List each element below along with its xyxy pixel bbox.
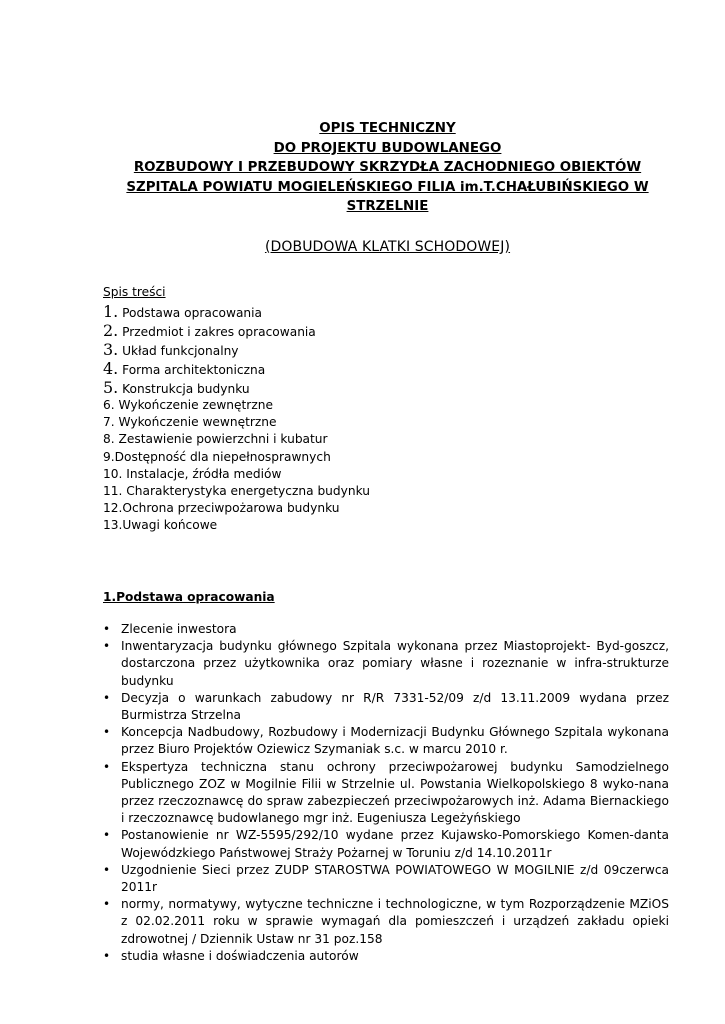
- toc-item: [103, 414, 663, 431]
- list-item-text: Ekspertyza techniczna stanu ochrony przeciwpożarowej budynku Samodzielnego Publicznego ZOZ w Mogilnie Filii w Strzelnie ul. Powstania Wielkopolskiego 8 wyko-nana przez rzeczoznawcę do spraw zabezpieczeń przeciwpożarowych inż. Adama Biernackiego i rzeczoznawcę budowlanego mgr inż. Eugeniusza Legeżyńskiego: [121, 759, 669, 826]
- toc-item-number: 4.: [103, 359, 119, 378]
- toc-item-number: 6.: [103, 398, 115, 412]
- list-item-text: Inwentaryzacja budynku głównego Szpitala wykonana przez Miastoprojekt- Byd-goszcz, dostarczona przez użytkownika oraz pomiary własne i rozeznanie w infra-strukturze budynku: [121, 639, 669, 688]
- bullet-icon: •: [103, 639, 111, 654]
- toc-item-label: Układ funkcjonalny: [122, 344, 239, 358]
- list-item: [103, 690, 669, 724]
- list-item-text: Decyzja o warunkach zabudowy nr R/R 7331-52/09 z/d 13.11.2009 wydana przez Burmistrza Strzelna: [121, 690, 669, 723]
- toc-item-label: Zestawienie powierzchni i kubatur: [118, 432, 328, 447]
- toc-item-number: 1.: [103, 302, 119, 321]
- list-item: [103, 862, 669, 896]
- bullet-icon: •: [103, 862, 111, 877]
- toc-item-label: Charakterystyka energetyczna budynku: [126, 483, 370, 498]
- list-item: [103, 638, 669, 690]
- list-item-text: Koncepcja Nadbudowy, Rozbudowy i Modernizacji Budynku Głównego Szpitala wykonana przez Biuro Projektów Oziewicz Szymaniak s.c. w marcu 2010 r.: [121, 725, 669, 757]
- list-item-text: normy, normatywy, wytyczne techniczne i technologiczne, w tym Rozporządzenie MZiOS z 02.02.2011 roku w sprawie wymagań dla pomieszczeń i urządzeń zakładu opieki zdrowotnej / Dziennik Ustaw nr 31 poz.158: [121, 897, 669, 946]
- document-title: [95, 119, 680, 217]
- toc-item: [103, 431, 663, 448]
- list-item: [103, 948, 669, 965]
- toc-item: [103, 397, 663, 414]
- toc-item-number: 7.: [103, 415, 115, 430]
- title-line-4: SZPITALA POWIATU MOGIELEŃSKIEGO FILIA im.T.CHAŁUBIŃSKIEGO W: [126, 179, 649, 195]
- toc-item: [103, 378, 663, 397]
- toc-item: [103, 517, 663, 534]
- bullet-icon: •: [103, 622, 111, 636]
- toc-item-label: Dostępność dla niepełnosprawnych: [114, 449, 331, 464]
- bullet-icon: •: [103, 828, 111, 843]
- toc-item-number: 3.: [103, 340, 119, 359]
- list-item-text: Zlecenie inwestora: [121, 622, 237, 636]
- list-item-text: Postanowienie nr WZ-5595/292/10 wydane przez Kujawsko-Pomorskiego Komen-danta Wojewódzkiego Państwowej Straży Pożarnej w Toruniu z/d 14.10.2011r: [121, 828, 669, 860]
- toc-item: [103, 483, 663, 500]
- list-item-text: Uzgodnienie Sieci przez ZUDP STAROSTWA POWIATOWEGO W MOGILNIE z/d 09czerwca 2011r: [121, 862, 669, 895]
- toc-item: [103, 500, 663, 517]
- table-of-contents: [103, 282, 663, 535]
- document-subtitle: (DOBUDOWA KLATKI SCHODOWEJ): [264, 239, 511, 255]
- list-item: [103, 896, 669, 948]
- toc-heading: Spis treści: [103, 285, 166, 299]
- toc-item-label: Przedmiot i zakres opracowania: [122, 325, 316, 339]
- toc-item: [103, 302, 663, 321]
- title-line-2: DO PROJEKTU BUDOWLANEGO: [273, 140, 502, 156]
- title-line-5: STRZELNIE: [346, 199, 429, 214]
- toc-item-label: Wykończenie wewnętrzne: [118, 415, 277, 430]
- toc-item-number: 13.: [103, 518, 123, 533]
- toc-item-number: 12.: [103, 501, 123, 516]
- toc-item-label: Konstrukcja budynku: [122, 382, 250, 396]
- title-line-3: ROZBUDOWY I PRZEBUDOWY SKRZYDŁA ZACHODNIEGO OBIEKTÓW: [133, 160, 642, 175]
- toc-item-number: 2.: [103, 321, 119, 340]
- toc-item: [103, 321, 663, 340]
- toc-item-number: 8.: [103, 432, 115, 447]
- toc-item: [103, 466, 663, 483]
- list-item: [103, 724, 669, 758]
- toc-item: [103, 340, 663, 359]
- bullet-icon: •: [103, 897, 111, 912]
- toc-item-number: 9.: [103, 449, 115, 464]
- list-item-text: studia własne i doświadczenia autorów: [121, 948, 359, 963]
- toc-item-number: 10.: [103, 466, 123, 481]
- bullet-icon: •: [103, 759, 111, 774]
- toc-item-label: Forma architektoniczna: [122, 363, 266, 377]
- toc-item-label: Instalacje, źródła mediów: [126, 466, 282, 481]
- bullet-icon: •: [103, 725, 111, 740]
- toc-item: [103, 449, 663, 466]
- toc-item-label: Ochrona przeciwpożarowa budynku: [122, 501, 340, 516]
- list-item: [103, 759, 669, 828]
- bullet-list: [103, 621, 669, 965]
- list-item: [103, 827, 669, 861]
- bullet-icon: •: [103, 948, 111, 963]
- toc-item: [103, 359, 663, 378]
- toc-item-number: 11.: [103, 483, 123, 498]
- list-item: [103, 621, 669, 638]
- toc-item-number: 5.: [103, 378, 119, 397]
- toc-item-label: Wykończenie zewnętrzne: [118, 398, 273, 412]
- section-heading: 1.Podstawa opracowania: [103, 590, 275, 604]
- title-line-1: OPIS TECHNICZNY: [319, 121, 456, 136]
- toc-item-label: Uwagi końcowe: [122, 518, 218, 533]
- bullet-icon: •: [103, 690, 111, 705]
- toc-item-label: Podstawa opracowania: [122, 306, 262, 320]
